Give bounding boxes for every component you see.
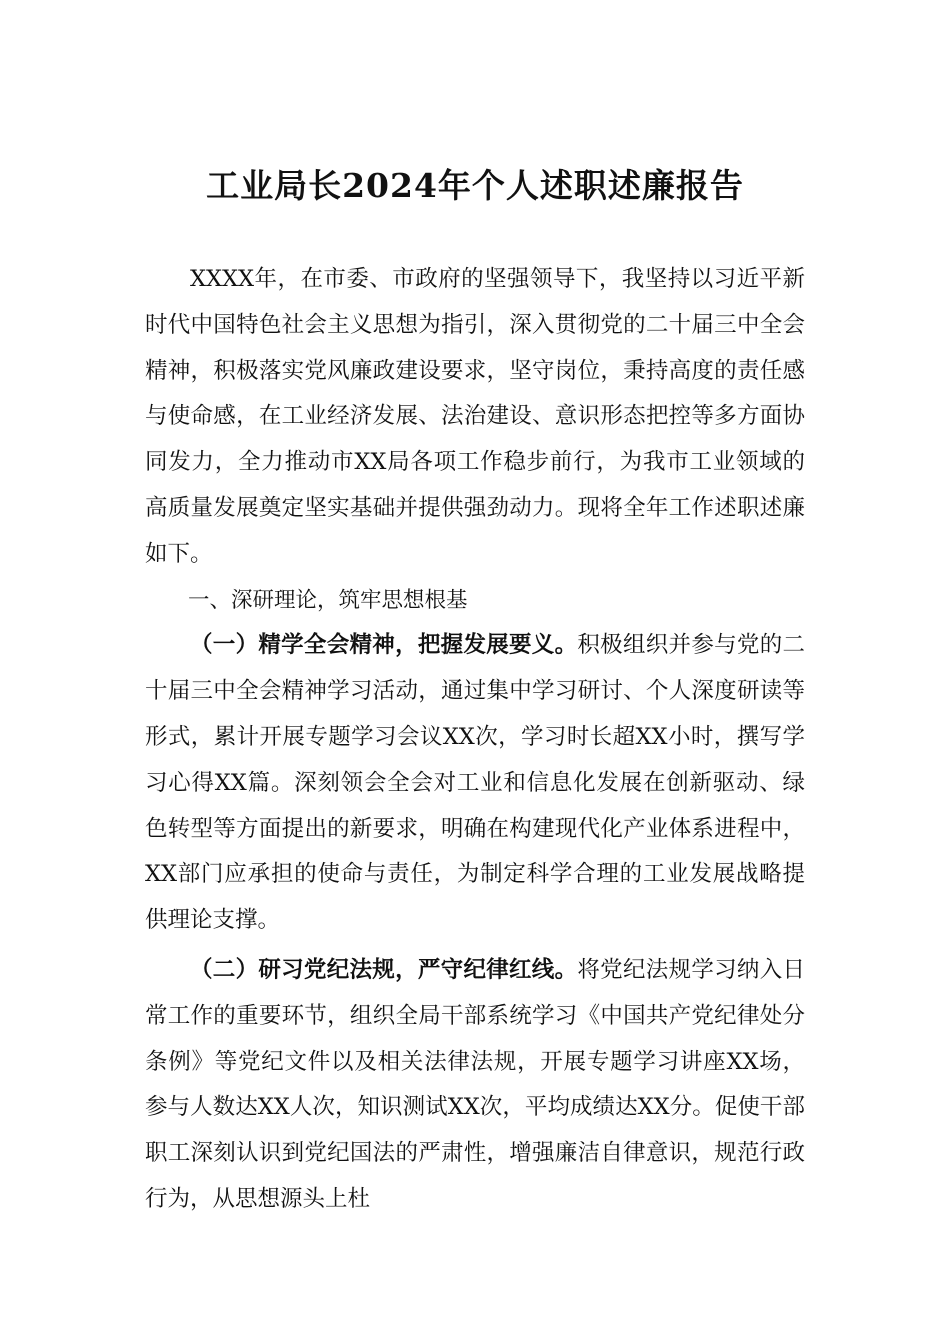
subsection-text-1: 积极组织并参与党的二十届三中全会精神学习活动，通过集中学习研讨、个人深度研读等形式，累计开展专题学习会议XX次，学习时长超XX小时，撰写学习心得XX篇。深刻领会全会对工业和信息化发展在创新驱动、绿色转型等方面提出的新要求，明确在构建现代化产业体系进程中，XX部门应承担的使命与责任，为制定科学合理的工业发展战略提供理论支撑。 [145,632,805,934]
document-title: 工业局长2024年个人述职述廉报告 [206,166,744,205]
subsection-heading-2: （二）研习党纪法规，严守纪律红线。 [190,956,578,983]
intro-paragraph: XXXX年，在市委、市政府的坚强领导下，我坚持以习近平新时代中国特色社会主义思想为指引，深入贯彻党的二十届三中全会精神，积极落实党风廉政建设要求，坚守岗位，秉持高度的责任感与使命感，在工业经济发展、法治建设、意识形态把控等多方面协同发力，全力推动市XX局各项工作稳步前行，为我市工业领域的高质量发展奠定坚实基础并提供强劲动力。现将全年工作述职述廉如下。 [145,266,805,567]
document-body [145,257,805,1223]
subsection-paragraph-1 [145,623,805,944]
subsection-heading-1: （一）精学全会精神，把握发展要义。 [190,632,578,659]
section-heading: 一、深研理论，筑牢思想根基 [188,587,468,613]
subsection-text-2: 将党纪法规学习纳入日常工作的重要环节，组织全局干部系统学习《中国共产党纪律处分条例》等党纪文件以及相关法律法规，开展专题学习讲座XX场，参与人数达XX人次，知识测试XX次，平均成绩达XX分。促使干部职工深刻认识到党纪国法的严肃性，增强廉洁自律意识，规范行政行为，从思想源头上杜 [145,956,805,1212]
subsection-paragraph-2 [145,948,805,1223]
